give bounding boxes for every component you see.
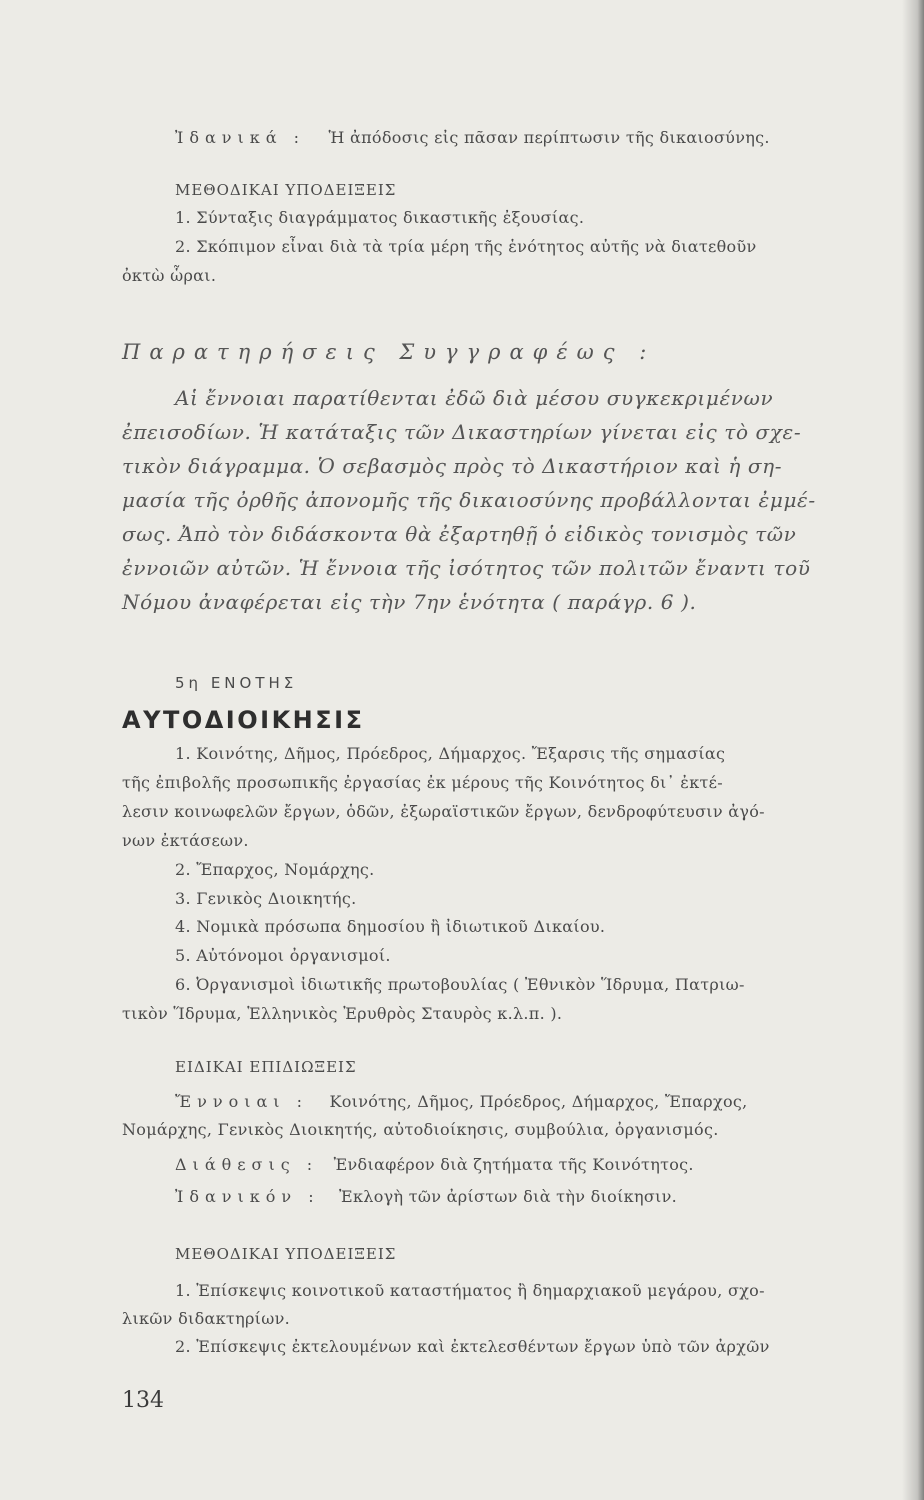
unit-line-4: νων ἐκτάσεων. bbox=[122, 831, 249, 850]
special-goals-title: ΕΙΔΙΚΑΙ ΕΠΙΔΙΩΞΕΙΣ bbox=[175, 1058, 357, 1076]
methods-top-line-3: ὀκτὼ ὧραι. bbox=[122, 266, 217, 285]
methods-top-line-2: 2. Σκόπιμον εἶναι διὰ τὰ τρία μέρη τῆς ἑνότητος αὐτῆς νὰ διατεθοῦν bbox=[175, 237, 757, 256]
author-notes-line-1: Αἱ ἔννοιαι παρατίθενται ἐδῶ διὰ μέσου συγκεκριμένων bbox=[175, 386, 774, 410]
unit-title: ΑΥΤΟΔΙΟΙΚΗΣΙΣ bbox=[122, 706, 365, 734]
unit-line-3: λεσιν κοινωφελῶν ἔργων, ὁδῶν, ἐξωραϊστικῶν ἔργων, δενδροφύτευσιν ἀγό- bbox=[122, 802, 765, 821]
unit-line-1: 1. Κοινότης, Δῆμος, Πρόεδρος, Δήμαρχος. Ἔξαρσις τῆς σημασίας bbox=[175, 744, 726, 763]
author-notes-title: Παρατηρήσεις Συγγραφέως : bbox=[122, 340, 656, 364]
concepts-line bbox=[175, 1092, 748, 1111]
unit-line-10: τικὸν Ἵδρυμα, Ἑλληνικὸς Ἐρυθρὸς Σταυρὸς κ.λ.π. ). bbox=[122, 1004, 563, 1023]
unit-line-2: τῆς ἐπιβολῆς προσωπικῆς ἐργασίας ἐκ μέρους τῆς Κοινότητος δι᾿ ἐκτέ- bbox=[122, 773, 723, 792]
methods-bottom-line-2: λικῶν διδακτηρίων. bbox=[122, 1309, 290, 1328]
methods-top-title: ΜΕΘΟΔΙΚΑΙ ΥΠΟΔΕΙΞΕΙΣ bbox=[175, 181, 397, 199]
unit-line-7: 4. Νομικὰ πρόσωπα δημοσίου ἢ ἰδιωτικοῦ Δικαίου. bbox=[175, 917, 606, 936]
author-notes-line-5: σως. Ἀπὸ τὸν διδάσκοντα θὰ ἐξαρτηθῇ ὁ εἰδικὸς τονισμὸς τῶν bbox=[122, 522, 797, 546]
methods-bottom-title: ΜΕΘΟΔΙΚΑΙ ΥΠΟΔΕΙΞΕΙΣ bbox=[175, 1245, 397, 1263]
unit-label: 5η ΕΝΟΤΗΣ bbox=[175, 674, 298, 692]
disposition-label: Διάθεσις : bbox=[175, 1155, 319, 1174]
page-number: 134 bbox=[122, 1388, 164, 1413]
concepts-continued: Νομάρχης, Γενικὸς Διοικητής, αὐτοδιοίκησις, συμβούλια, ὀργανισμός. bbox=[122, 1120, 719, 1139]
methods-bottom-line-1: 1. Ἐπίσκεψις κοινοτικοῦ καταστήματος ἢ δημαρχιακοῦ μεγάρου, σχο- bbox=[175, 1281, 765, 1300]
disposition-line bbox=[175, 1155, 694, 1174]
concepts-label: Ἔννοιαι : bbox=[175, 1092, 309, 1111]
ideals-label: Ἰδανικά : bbox=[175, 128, 306, 147]
disposition-text: Ἐνδιαφέρον διὰ ζητήματα τῆς Κοινότητος. bbox=[333, 1155, 694, 1174]
ideals-text: Ἡ ἀπόδοσις εἰς πᾶσαν περίπτωσιν τῆς δικαιοσύνης. bbox=[328, 128, 770, 147]
author-notes-line-7: Νόμου ἀναφέρεται εἰς τὴν 7ην ἑνότητα ( παράγρ. 6 ). bbox=[122, 590, 697, 614]
author-notes-line-4: μασία τῆς ὀρθῆς ἀπονομῆς τῆς δικαιοσύνης προβάλλονται ἐμμέ- bbox=[122, 488, 816, 512]
concepts-text: Κοινότης, Δῆμος, Πρόεδρος, Δήμαρχος, Ἔπαρχος, bbox=[329, 1092, 748, 1111]
unit-line-5: 2. Ἔπαρχος, Νομάρχης. bbox=[175, 860, 375, 879]
methods-bottom-line-3: 2. Ἐπίσκεψις ἐκτελουμένων καὶ ἐκτελεσθέντων ἔργων ὑπὸ τῶν ἀρχῶν bbox=[175, 1337, 770, 1356]
unit-line-9: 6. Ὀργανισμοὶ ἰδιωτικῆς πρωτοβουλίας ( Ἐθνικὸν Ἵδρυμα, Πατριω- bbox=[175, 975, 745, 994]
methods-top-line-1: 1. Σύνταξις διαγράμματος δικαστικῆς ἐξουσίας. bbox=[175, 208, 585, 227]
unit-line-6: 3. Γενικὸς Διοικητής. bbox=[175, 889, 357, 908]
author-notes-line-6: ἐννοιῶν αὐτῶν. Ἡ ἔννοια τῆς ἰσότητος τῶν πολιτῶν ἔναντι τοῦ bbox=[122, 556, 811, 580]
unit-line-8: 5. Αὐτόνομοι ὀργανισμοί. bbox=[175, 946, 391, 965]
ideal-label: Ἰδανικόν : bbox=[175, 1187, 320, 1206]
ideal-line bbox=[175, 1187, 677, 1206]
ideals-line bbox=[175, 128, 770, 147]
page-edge-shadow bbox=[902, 0, 924, 1500]
author-notes-line-2: ἐπεισοδίων. Ἡ κατάταξις τῶν Δικαστηρίων γίνεται εἰς τὸ σχε- bbox=[122, 420, 802, 444]
ideal-text: Ἐκλογὴ τῶν ἀρίστων διὰ τὴν διοίκησιν. bbox=[339, 1187, 678, 1206]
author-notes-line-3: τικὸν διάγραμμα. Ὁ σεβασμὸς πρὸς τὸ Δικαστήριον καὶ ἡ ση- bbox=[122, 454, 783, 478]
